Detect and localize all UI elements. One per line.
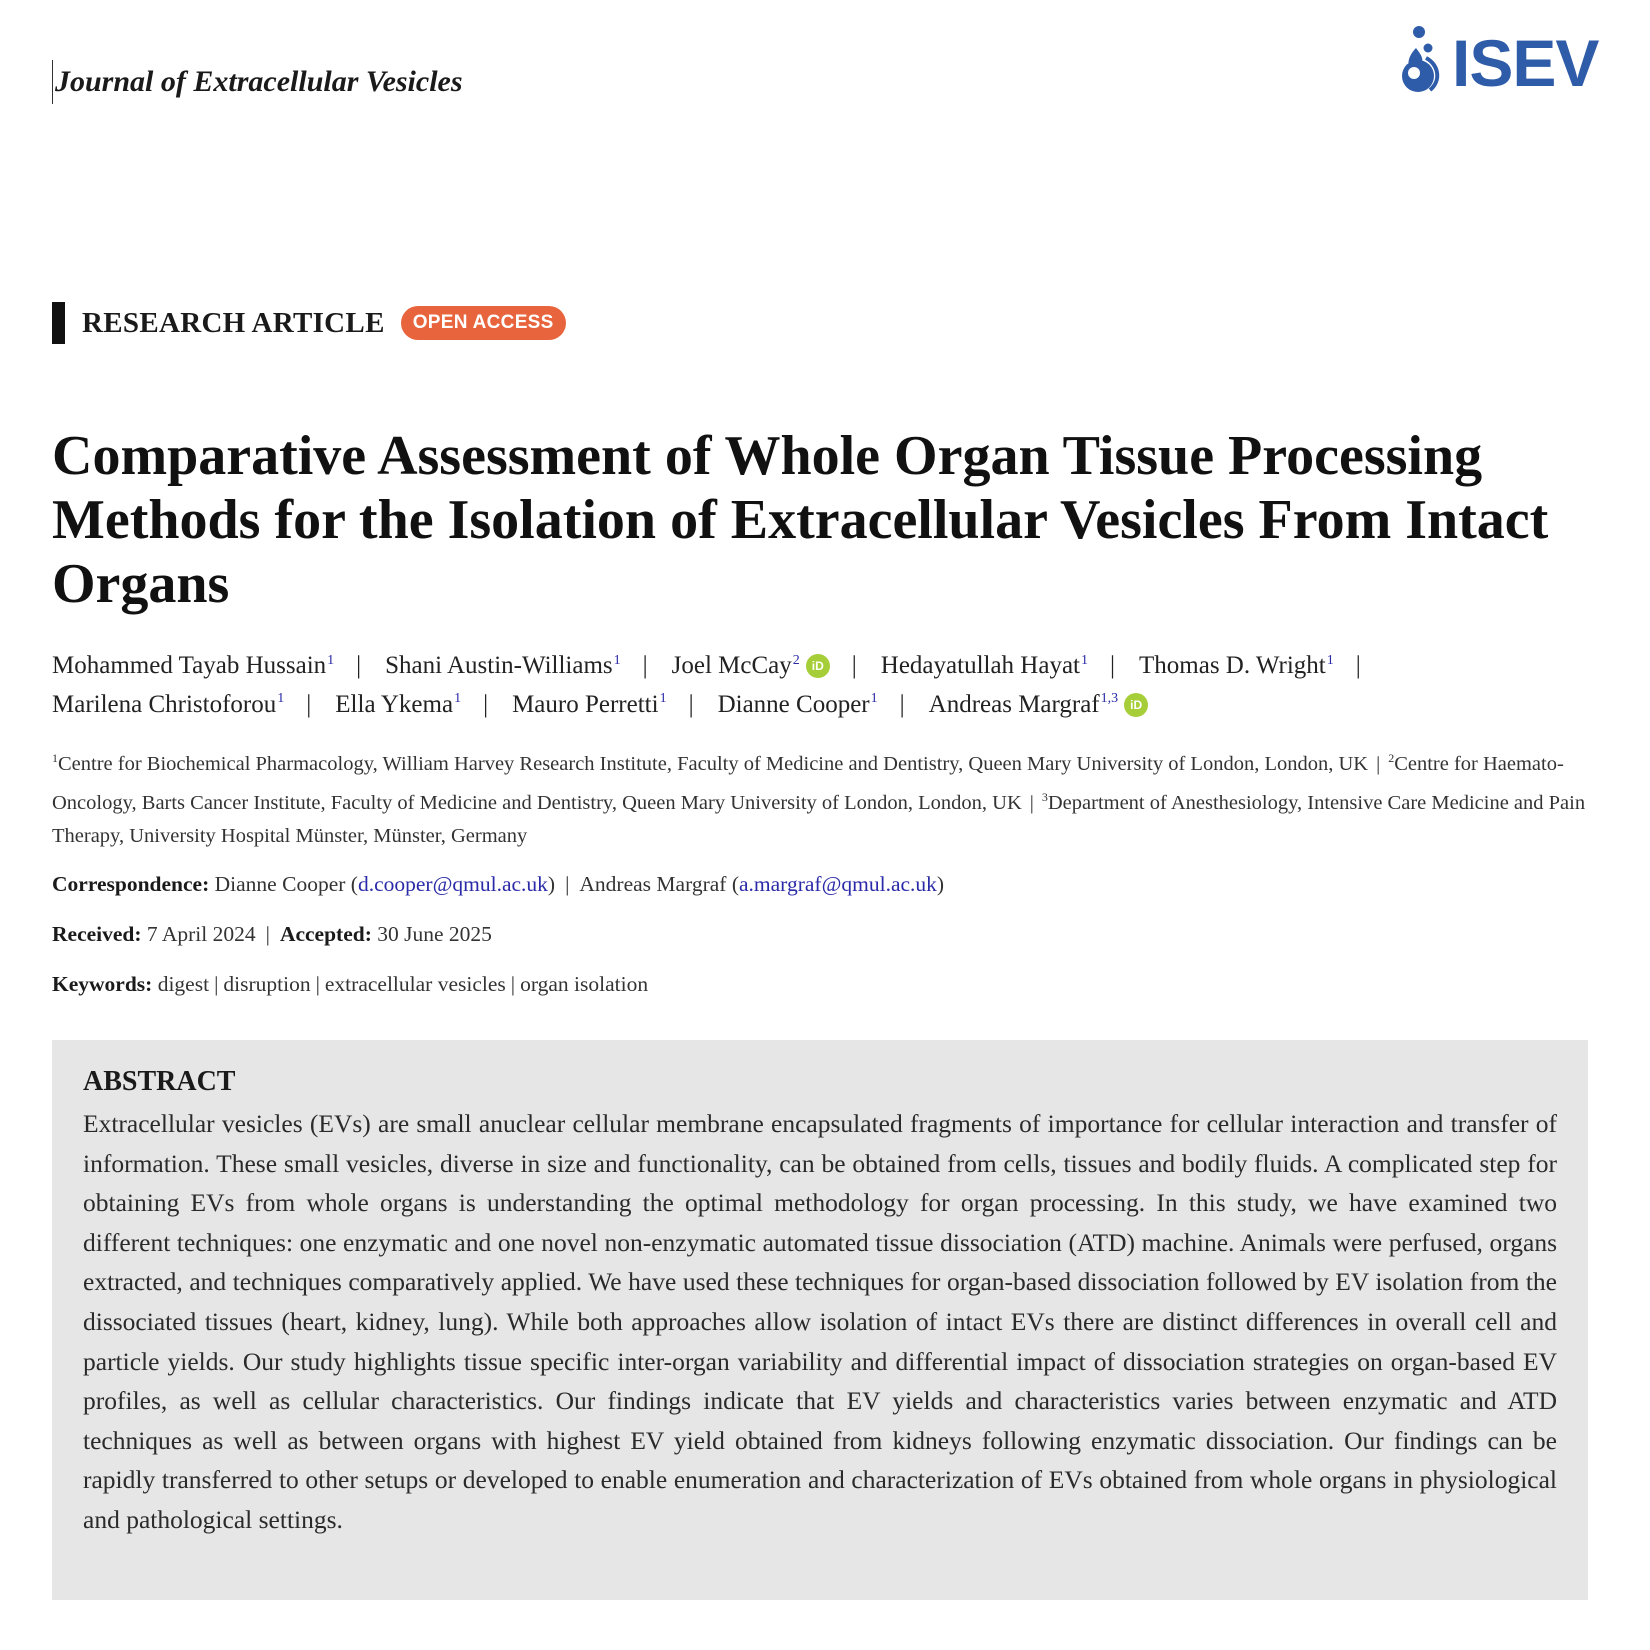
keyword[interactable]: digest [157, 972, 210, 996]
keywords-label: Keywords: [52, 972, 153, 996]
article-type: RESEARCH ARTICLE [82, 306, 385, 339]
affiliation-text: Centre for Haemato-Oncology, Barts Cancer Institute, Faculty of Medicine and Dentistry, Queen Mary University of London, London, UK [52, 752, 1564, 814]
separator: | [265, 922, 270, 946]
author-name: Ella Ykema [335, 690, 454, 718]
separator: | [1029, 791, 1034, 814]
author-affiliation[interactable]: 1 [1081, 653, 1088, 668]
separator: | [483, 690, 489, 718]
email-link[interactable]: a.margraf@qmul.ac.uk [739, 872, 937, 896]
logo-text: ISEV [1452, 26, 1599, 100]
abstract-box [52, 1040, 1588, 1600]
author-name: Andreas Margraf [928, 690, 1100, 718]
affiliation-number: 1 [52, 751, 58, 765]
correspondent-name: Dianne Cooper [214, 872, 346, 896]
received-date: 7 April 2024 [146, 922, 256, 946]
separator: | [510, 972, 516, 996]
email-link[interactable]: d.cooper@qmul.ac.uk [357, 872, 548, 896]
author[interactable] [881, 652, 1088, 679]
accepted-date: 30 June 2025 [377, 922, 492, 946]
correspondent-name: Andreas Margraf [579, 872, 727, 896]
orcid-icon[interactable]: iD [1124, 693, 1148, 717]
author-name: Hedayatullah Hayat [880, 652, 1080, 680]
separator: | [688, 690, 694, 718]
keyword[interactable]: extracellular vesicles [324, 972, 506, 996]
separator: | [1110, 652, 1116, 680]
isev-logo-icon [1390, 18, 1452, 98]
open-access-badge: OPEN ACCESS [401, 306, 566, 340]
keyword[interactable]: disruption [223, 972, 311, 996]
separator: | [899, 690, 905, 718]
correspondence-label: Correspondence: [52, 872, 210, 896]
author-name: Dianne Cooper [717, 690, 870, 718]
author[interactable] [672, 652, 830, 679]
author-affiliation[interactable]: 1 [277, 691, 285, 707]
received-label: Received: [52, 922, 142, 946]
article-type-row [52, 302, 566, 344]
dates [52, 922, 1612, 947]
separator: | [642, 652, 648, 680]
separator: | [1355, 652, 1361, 680]
author-affiliation[interactable]: 1 [454, 691, 462, 707]
journal-name: Journal of Extracellular Vesicles [52, 60, 463, 104]
article-title: Comparative Assessment of Whole Organ Tissue Processing Methods for the Isolation of Extracellular Vesicles From Intact Organs [52, 425, 1549, 615]
keywords [52, 972, 1612, 997]
author-affiliation[interactable]: 2 [792, 653, 800, 668]
author[interactable] [385, 652, 620, 679]
separator: | [306, 690, 312, 718]
separator: | [1376, 752, 1381, 775]
separator: | [356, 652, 362, 680]
affiliation-number: 2 [1388, 751, 1395, 765]
abstract-heading: ABSTRACT [83, 1066, 236, 1097]
author-name: Joel McCay [671, 652, 792, 680]
author[interactable] [1139, 652, 1334, 679]
isev-logo[interactable] [1390, 18, 1610, 100]
separator: | [851, 652, 857, 680]
author-affiliation[interactable]: 1 [870, 691, 878, 707]
author-name: Shani Austin-Williams [385, 652, 613, 680]
author-name: Mauro Perretti [512, 690, 659, 718]
affiliation-number: 3 [1041, 789, 1048, 804]
affiliations [52, 742, 1622, 853]
separator: | [565, 872, 570, 896]
affiliation-text: Department of Anesthesiology, Intensive Care Medicine and Pain Therapy, University Hospital Münster, Münster, Germany [52, 791, 1586, 847]
author[interactable] [929, 691, 1149, 718]
abstract-text: Extracellular vesicles (EVs) are small anuclear cellular membrane encapsulated fragments of importance for cellular interaction and transfer of information. These small vesicles, diverse in size and functionality, can be obtained from cells, tissues and bodily fluids. A complicated step for obtaining EVs from whole organs is understanding the optimal methodology for organ processing. In this study, we have examined two different techniques: one enzymatic and one novel non-enzymatic automated tissue dissociation (ATD) machine. Animals were perfused, organs extracted, and techniques comparatively applied. We have used these techniques for organ-based dissociation followed by EV isolation from the dissociated tissues (heart, kidney, lung). While both approaches allow isolation of intact EVs there are distinct differences in overall cell and particle yields. Our study highlights tissue specific inter-organ variability and differential impact of dissociation strategies on organ-based EV profiles, as well as cellular characteristics. Our findings indicate that EV yields and characteristics varies between enzymatic and ATD techniques as well as between organs with highest EV yield obtained from kidneys following enzymatic dissociation. Our findings can be rapidly transferred to other setups or developed to enable enumeration and characterization of EVs obtained from whole organs in physiological and pathological settings. [83, 1109, 1557, 1534]
author-list [52, 644, 1622, 721]
author[interactable] [512, 691, 666, 718]
orcid-icon[interactable]: iD [806, 654, 830, 678]
author-name: Thomas D. Wright [1139, 652, 1326, 680]
separator: | [315, 972, 320, 996]
keyword[interactable]: organ isolation [520, 972, 649, 996]
author[interactable] [52, 691, 284, 718]
type-bar [52, 302, 65, 344]
author-name: Mohammed Tayab Hussain [52, 652, 327, 680]
author[interactable] [718, 691, 878, 718]
author-name: Marilena Christoforou [52, 690, 277, 718]
author-affiliation[interactable]: 1,3 [1100, 691, 1119, 707]
author[interactable] [52, 652, 334, 679]
separator: | [214, 972, 219, 996]
correspondence: Correspondence: Dianne Cooper (d.cooper@qmul.ac.uk) | Andreas Margraf (a.margraf@qmul.ac.uk) [52, 872, 945, 896]
author-affiliation[interactable]: 1 [1326, 653, 1334, 668]
author-affiliation[interactable]: 1 [613, 653, 621, 668]
author-affiliation[interactable]: 1 [327, 653, 335, 668]
author[interactable] [335, 691, 461, 718]
accepted-label: Accepted: [279, 922, 372, 946]
author-affiliation[interactable]: 1 [659, 691, 667, 707]
affiliation-text: Centre for Biochemical Pharmacology, William Harvey Research Institute, Faculty of Medicine and Dentistry, Queen Mary University of London, London, UK [58, 752, 1369, 775]
